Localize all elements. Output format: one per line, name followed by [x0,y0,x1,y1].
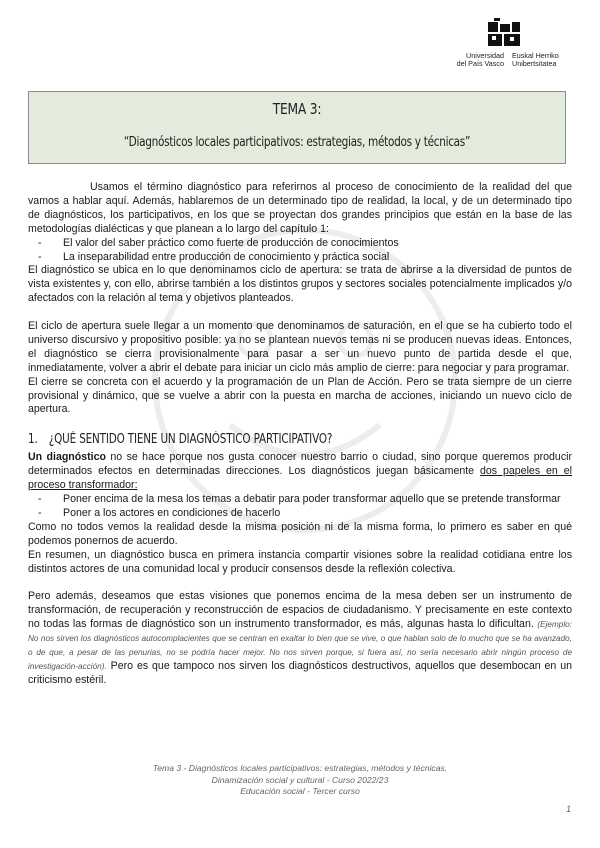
footer-line-1: Tema 3 - Diagnósticos locales participativos: estrategias, métodos y técnicas. [152,763,448,773]
principle-item: - La inseparabilidad entre producción de conocimiento y práctica social [38,251,572,265]
page-title: TEMA 3: [272,100,322,118]
section1-paragraph-3: En resumen, un diagnóstico busca en primera instancia compartir visiones sobre la realidad cotidiana entre los distintos actores de una comunidad local y producir consensos desde la reflexión colectiva. [28,548,572,575]
logo-text-spanish [446,52,504,68]
logo-right-line1: Euskal Herriko [512,51,559,60]
logo-left-line1: Universidad [466,51,504,60]
intro-paragraph-4: El cierre se concreta con el acuerdo y la programación de un Plan de Acción. Pero se trata siempre de un cierre provisional y dinámico, que se vuelve a abrir con la puesta en marcha de acciones, iniciando un nuevo ciclo de apertura. [28,375,572,416]
section1-paragraph-1 [28,451,572,493]
lead-underlined-text: dos papeles en el proceso transformador: [28,465,572,492]
lead-text: no se hace porque nos gusta conocer nuestro barrio o ciudad, sino porque queremos producir determinados efectos en determinadas direcciones. Los diagnósticos juegan básicamente [28,451,572,478]
paragraph-main-text: Pero además, deseamos que estas visiones que ponemos encima de la mesa deben ser un instrumento de transformación, de recuperación y reconstrucción de espacios de ciudadanismo. Y precisamente en este contexto no todas las formas de diagnóstico son un instrumento transformador, es más, algunas hasta lo dificultan. [28,590,572,631]
university-emblem-icon [486,18,522,48]
roles-list [38,493,572,521]
example-note: (Ejemplo: No nos sirven los diagnósticos autocomplacientes que se centran en exaltar lo bien que se vive, o que hablan solo de lo mucho que se ha avanzado, o de que, a pesar de las penurias, no se podría hacer mejor. No nos sirven porque, si fuera así, no sería necesario abrir ningún proceso de investigación-acción). [28,620,572,671]
section1-paragraph-4 [28,590,572,687]
section-title: ¿QUÉ SENTIDO TIENE UN DIAGNÓSTICO PARTICIPATIVO? [48,432,333,448]
intro-paragraph-1: Usamos el término diagnóstico para referirnos al proceso de conocimiento de la realidad del que vamos a hablar aquí. Además, hablaremos de un determinado tipo de realidad, la local, y de un determinado tipo de diagnósticos, los participativos, en los que se proyectan dos grandes principios que están en la base de las metodologías dialécticas y que planean a lo largo del capítulo 1: [28,181,572,235]
university-logo [446,18,576,74]
page-subtitle: “Diagnósticos locales participativos: estrategias, métodos y técnicas” [123,134,471,150]
lead-bold-text: Un diagnóstico [28,451,106,464]
role-item: - Poner a los actores en condiciones de hacerlo [38,507,572,521]
intro-paragraph-3: El ciclo de apertura suele llegar a un momento que denominamos de saturación, en el que se ha cubierto todo el universo discursivo y propositivo posible: ya no se plantean nuevos temas ni se producen nuevas ideas. Entonces, el diagnóstico se cierra provisionalmente para pasar a ser un nuevo punto de partida desde el que, inmediatamente, volver a abrir el debate para iniciar un ciclo más amplio de cierre: para negociar y para programar. [28,320,572,374]
footer-line-2: Dinamización social y cultural - Curso 2022/23 [211,774,389,785]
principle-item: - El valor del saber práctico como fuerte de producción de conocimientos [38,237,572,251]
footer-line-3: Educación social - Tercer curso [240,786,360,797]
logo-text-basque [512,52,582,68]
principles-list [38,237,572,265]
role-item: - Poner encima de la mesa los temas a debatir para poder transformar aquello que se pretende transformar [38,493,572,507]
document-body [28,181,572,688]
page-footer [0,763,600,798]
section-number: 1. [28,432,38,448]
logo-left-line2: del País Vasco [456,59,504,69]
section1-paragraph-2: Como no todos vemos la realidad desde la misma posición ni de la misma forma, lo primero es saber en qué podemos ponernos de acuerdo. [28,520,572,547]
section-heading [28,433,463,447]
title-box [28,91,566,164]
page-number: 1 [566,804,572,814]
logo-right-line2: Unibertsitatea [512,59,557,69]
paragraph-end-text: Pero es que tampoco nos sirven los diagnósticos destructivos, aquellos que desembocan en un criticismo estéril. [28,659,572,686]
intro-paragraph-2: El diagnóstico se ubica en lo que denominamos ciclo de apertura: se trata de abrirse a la diversidad de puntos de vista existentes y, con ello, abrirse también a los distintos grupos y sectores sociales potencialmente implicados y/o afectados con la relación al tema y objetivos planteados. [28,264,572,305]
